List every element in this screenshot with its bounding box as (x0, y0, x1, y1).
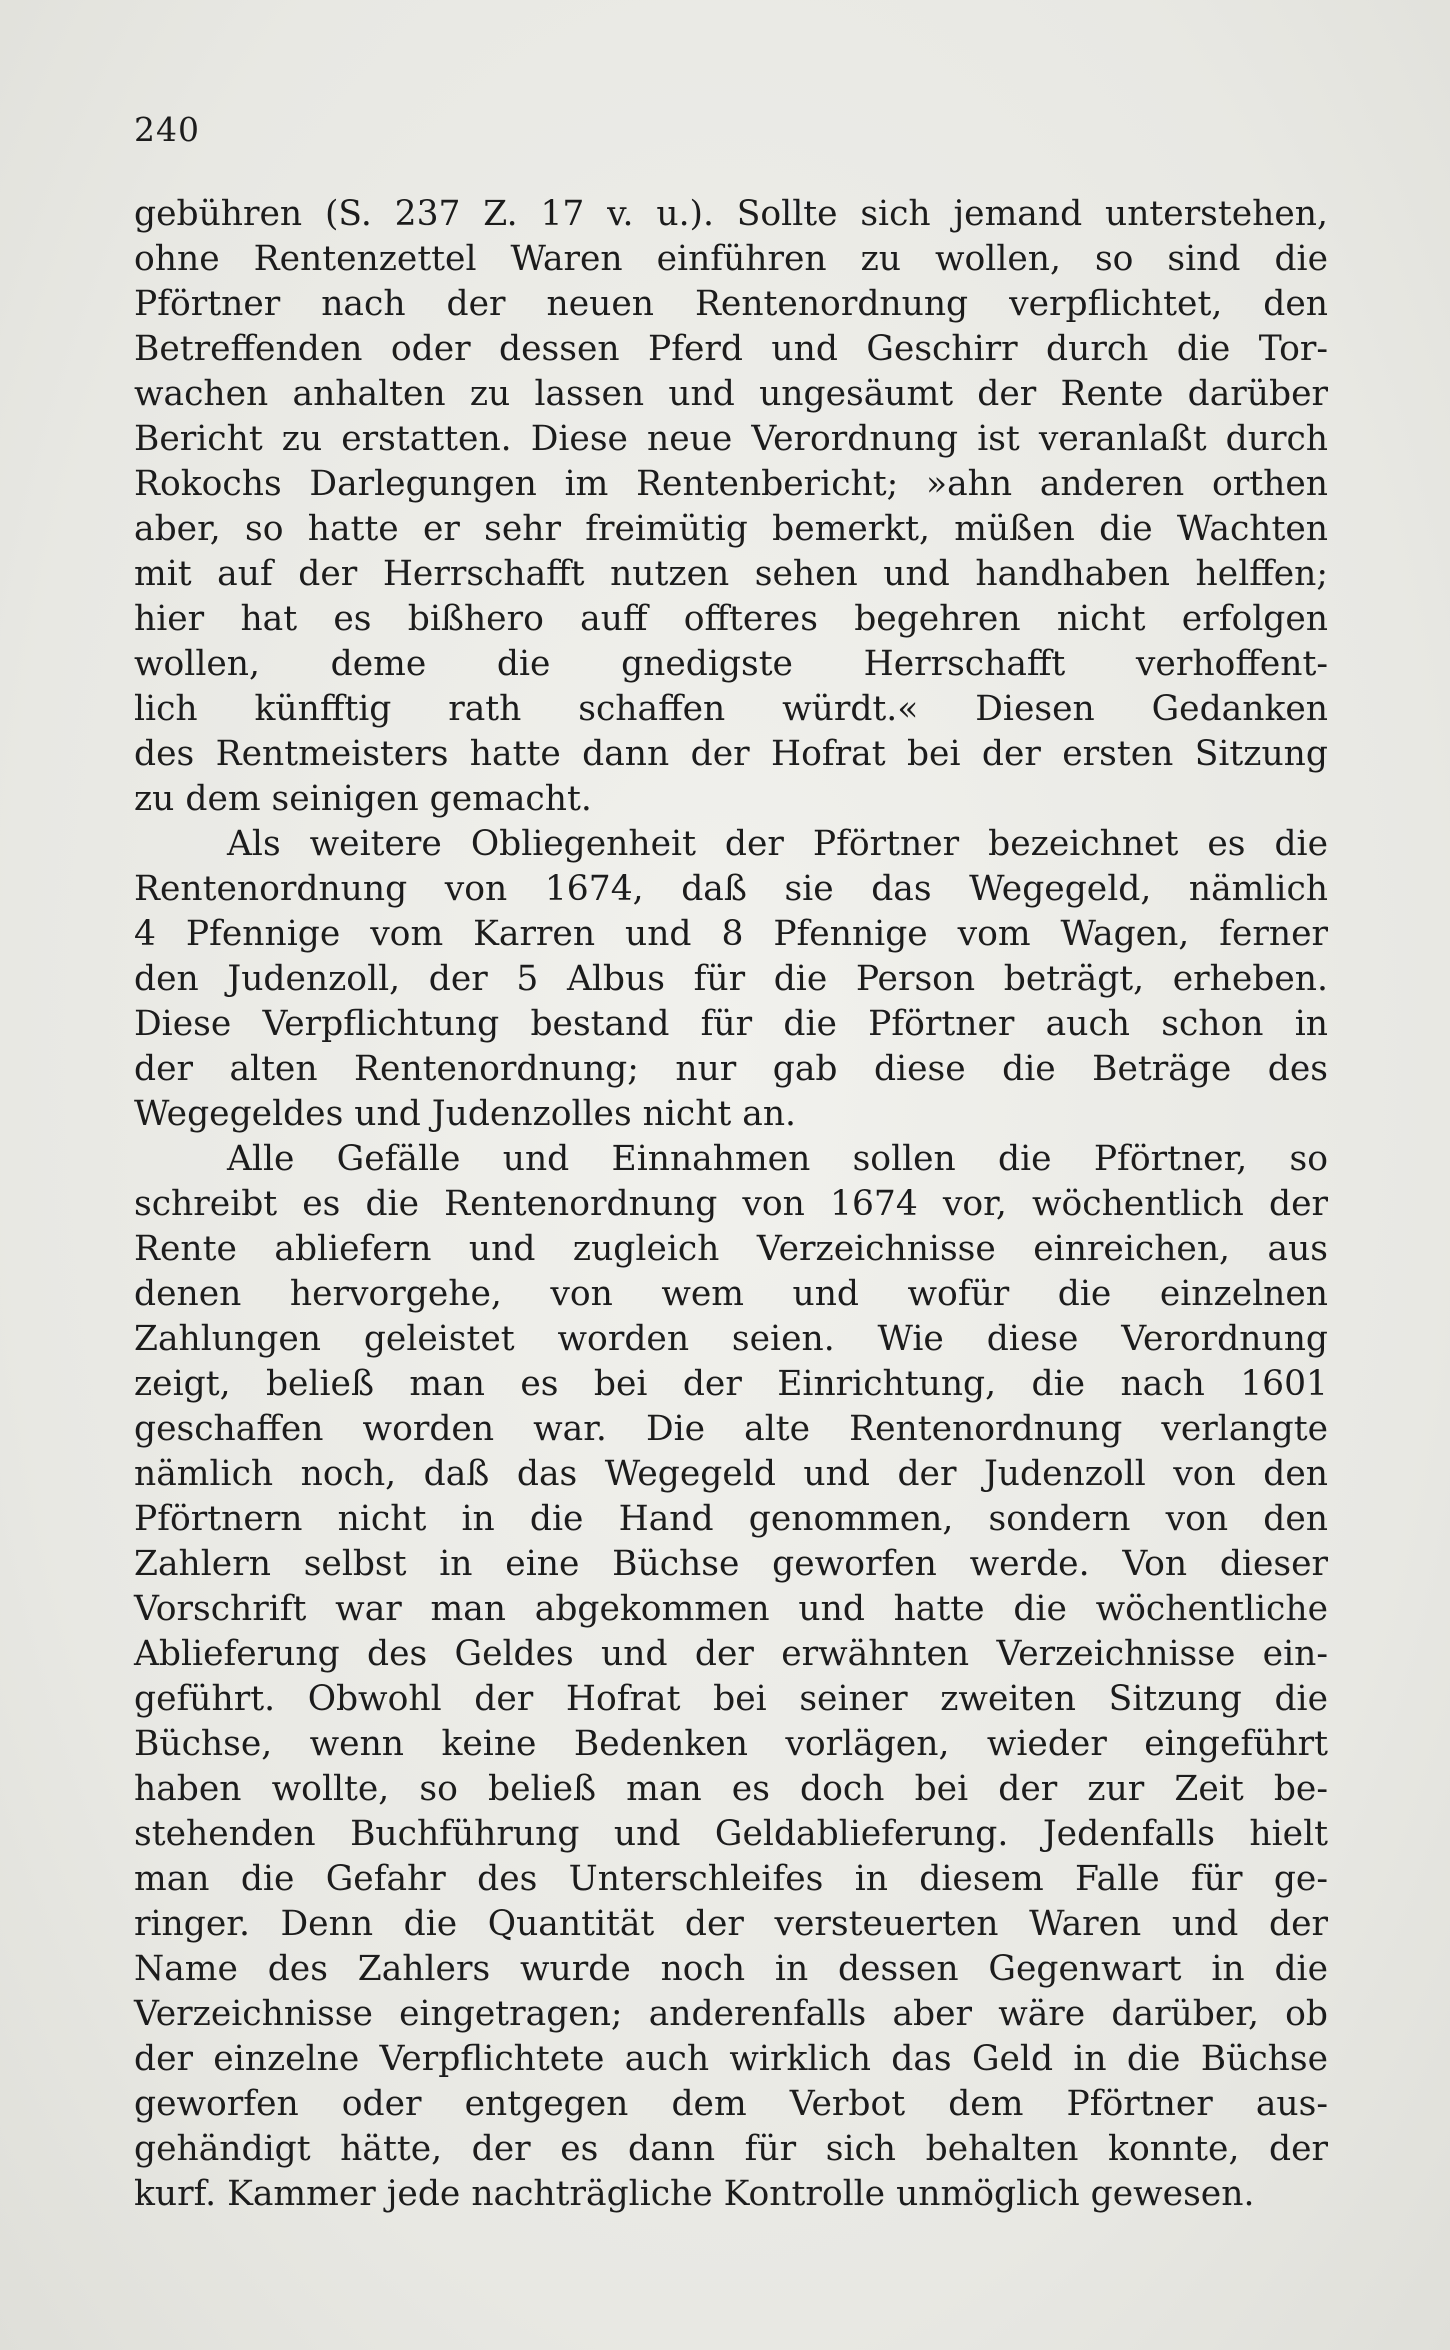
text-line: Diese Verpflichtung bestand für die Pförtner auch schon in (134, 1004, 1328, 1044)
text-line: Verzeichnisse eingetragen; anderenfalls aber wäre darüber, ob (134, 1994, 1328, 2034)
text-line: ringer. Denn die Quantität der versteuerten Waren und der (134, 1904, 1328, 1944)
text-line: Büchse, wenn keine Bedenken vorlägen, wieder eingeführt (134, 1724, 1328, 1764)
text-line: aber, so hatte er sehr freimütig bemerkt, müßen die Wachten (134, 509, 1328, 549)
text-line: Zahlungen geleistet worden seien. Wie diese Verordnung (134, 1319, 1328, 1359)
text-line: Name des Zahlers wurde noch in dessen Gegenwart in die (134, 1949, 1328, 1989)
text-line: der einzelne Verpflichtete auch wirklich das Geld in die Büchse (134, 2039, 1328, 2079)
text-line: ohne Rentenzettel Waren einführen zu wollen, so sind die (134, 239, 1328, 279)
text-line: man die Gefahr des Unterschleifes in diesem Falle für ge- (134, 1859, 1328, 1899)
text-line: Wegegeldes und Judenzolles nicht an. (134, 1094, 797, 1134)
text-line: wachen anhalten zu lassen und ungesäumt der Rente darüber (134, 374, 1328, 414)
text-line: Rente abliefern und zugleich Verzeichnisse einreichen, aus (134, 1229, 1328, 1269)
text-line: Bericht zu erstatten. Diese neue Verordnung ist veranlaßt durch (134, 419, 1328, 459)
text-line: 4 Pfennige vom Karren und 8 Pfennige vom Wagen, ferner (134, 914, 1328, 954)
text-line: wollen, deme die gnedigste Herrschafft verhoffent- (134, 644, 1328, 684)
text-line: mit auf der Herrschafft nutzen sehen und handhaben helffen; (134, 554, 1328, 594)
text-line: zeigt, beließ man es bei der Einrichtung, die nach 1601 (134, 1364, 1328, 1404)
text-line: denen hervorgehe, von wem und wofür die einzelnen (134, 1274, 1328, 1314)
text-line: Pförtner nach der neuen Rentenordnung verpflichtet, den (134, 284, 1328, 324)
text-line: zu dem seinigen gemacht. (134, 779, 592, 819)
text-line: Ablieferung des Geldes und der erwähnten Verzeichnisse ein- (134, 1634, 1328, 1674)
page-number: 240 (134, 110, 200, 149)
text-line: der alten Rentenordnung; nur gab diese die Beträge des (134, 1049, 1328, 1089)
text-line: kurf. Kammer jede nachträgliche Kontrolle unmöglich gewesen. (134, 2174, 1255, 2214)
text-line: Pförtnern nicht in die Hand genommen, sondern von den (134, 1499, 1328, 1539)
text-line: Rokochs Darlegungen im Rentenbericht; »ahn anderen orthen (134, 464, 1328, 504)
text-line: gebühren (S. 237 Z. 17 v. u.). Sollte sich jemand unterstehen, (134, 194, 1328, 234)
text-line: Betreffenden oder dessen Pferd und Geschirr durch die Tor- (134, 329, 1328, 369)
text-line: gehändigt hätte, der es dann für sich behalten konnte, der (134, 2129, 1328, 2169)
text-line: geworfen oder entgegen dem Verbot dem Pförtner aus- (134, 2084, 1328, 2124)
body-text (134, 192, 1328, 2217)
text-line: stehenden Buchführung und Geldablieferung. Jedenfalls hielt (134, 1814, 1328, 1854)
text-line: lich künfftig rath schaffen würdt.« Diesen Gedanken (134, 689, 1328, 729)
text-line: geführt. Obwohl der Hofrat bei seiner zweiten Sitzung die (134, 1679, 1328, 1719)
text-line: nämlich noch, daß das Wegegeld und der Judenzoll von den (134, 1454, 1328, 1494)
text-line: des Rentmeisters hatte dann der Hofrat bei der ersten Sitzung (134, 734, 1328, 774)
text-line: Alle Gefälle und Einnahmen sollen die Pförtner, so (227, 1139, 1328, 1179)
text-line: hier hat es bißhero auff offteres begehren nicht erfolgen (134, 599, 1328, 639)
text-line: Vorschrift war man abgekommen und hatte die wöchentliche (134, 1589, 1328, 1629)
text-line: Zahlern selbst in eine Büchse geworfen werde. Von dieser (134, 1544, 1328, 1584)
text-line: den Judenzoll, der 5 Albus für die Person beträgt, erheben. (134, 959, 1328, 999)
text-line: Als weitere Obliegenheit der Pförtner bezeichnet es die (227, 824, 1328, 864)
text-line: haben wollte, so beließ man es doch bei der zur Zeit be- (134, 1769, 1328, 1809)
text-line: Rentenordnung von 1674, daß sie das Wegegeld, nämlich (134, 869, 1328, 909)
text-line: geschaffen worden war. Die alte Rentenordnung verlangte (134, 1409, 1328, 1449)
text-line: schreibt es die Rentenordnung von 1674 vor, wöchentlich der (134, 1184, 1328, 1224)
